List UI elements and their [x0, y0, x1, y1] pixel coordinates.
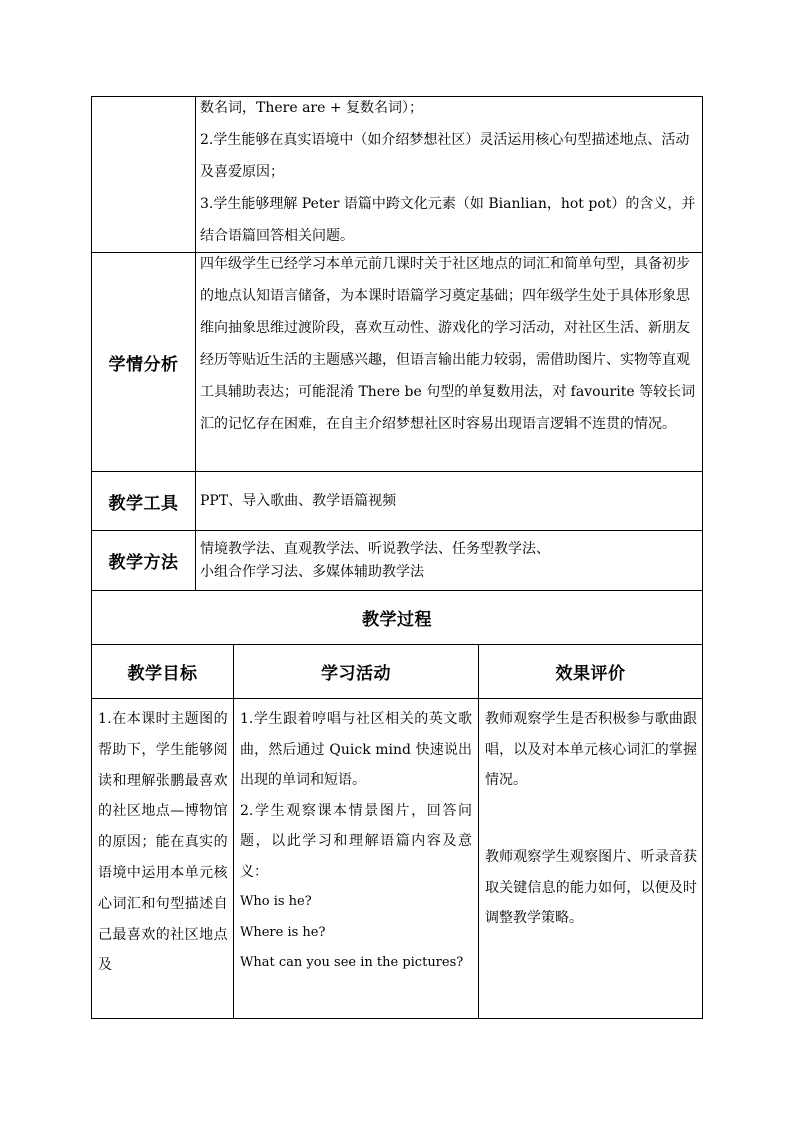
methods-label: 教学方法: [108, 553, 179, 573]
objective-line-1: 数名词，There are + 复数名词）；: [200, 100, 424, 116]
activity-1: 1.学生跟着哼唱与社区相关的英文歌曲，然后通过 Quick mind 快速说出出现的单词和短语。: [240, 711, 472, 788]
methods-line-2: 小组合作学习法、多媒体辅助教学法: [200, 564, 424, 580]
header-evaluation: 效果评价: [555, 664, 626, 684]
evaluation-2: 教师观察学生观察图片、听录音获取关键信息的能力如何，以便及时调整教学策略。: [485, 849, 697, 926]
methods-text: [200, 538, 696, 584]
tools-text: PPT、导入歌曲、教学语篇视频: [200, 493, 397, 509]
column-divider: [233, 644, 234, 1019]
evaluation-1: 教师观察学生是否积极参与歌曲跟唱，以及对本单元核心词汇的掌握情况。: [485, 711, 697, 788]
objectives-cell: [200, 92, 696, 252]
goal-text: 1.在本课时主题图的帮助下，学生能够阅读和理解张鹏最喜欢的社区地点—博物馆的原因；能在真实的语境中运用本单元核心词汇和句型描述自己最喜欢的社区地点及: [98, 711, 228, 974]
row-divider: [91, 698, 703, 699]
question-2: Where is he?: [240, 924, 326, 940]
header-activities: 学习活动: [321, 664, 391, 684]
learner-analysis-label: 学情分析: [108, 354, 179, 375]
activity-2: 2.学生观察课本情景图片，回答问题，以此学习和理解语篇内容及意义：: [240, 802, 472, 880]
objective-3: 3.学生能够理解 Peter 语篇中跨文化元素（如 Bianlian，hot pot）的含义，并结合语篇回答相关问题。: [200, 196, 696, 244]
learner-analysis-text: 四年级学生已经学习本单元前几课时关于社区地点的词汇和简单句型，具备初步的地点认知语言储备，为本课时语篇学习奠定基础；四年级学生处于具体形象思维向抽象思维过渡阶段，喜欢互动性、游戏化的学习活动，对社区生活、新朋友经历等贴近生活的主题感兴趣，但语言输出能力较弱，需借助图片、实物等直观工具辅助表达；可能混淆 There be 句型的单复数用法，对 favourite 等较长词汇的记忆存在困难，在自主介绍梦想社区时容易出现语言逻辑不连贯的情况。: [200, 256, 696, 432]
column-divider: [478, 644, 479, 1019]
process-title: 教学过程: [362, 610, 432, 630]
tools-label: 教学工具: [108, 493, 179, 514]
column-divider: [195, 96, 196, 591]
activities-cell: [240, 704, 472, 979]
objective-2: 2.学生能够在真实语境中（如介绍梦想社区）灵活运用核心句型描述地点、活动及喜爱原因；: [200, 132, 690, 180]
question-1: Who is he?: [240, 894, 312, 909]
question-3: What can you see in the pictures?: [240, 955, 464, 970]
methods-line-1: 情境教学法、直观教学法、听说教学法、任务型教学法、: [200, 541, 550, 557]
header-goals: 教学目标: [127, 664, 198, 684]
